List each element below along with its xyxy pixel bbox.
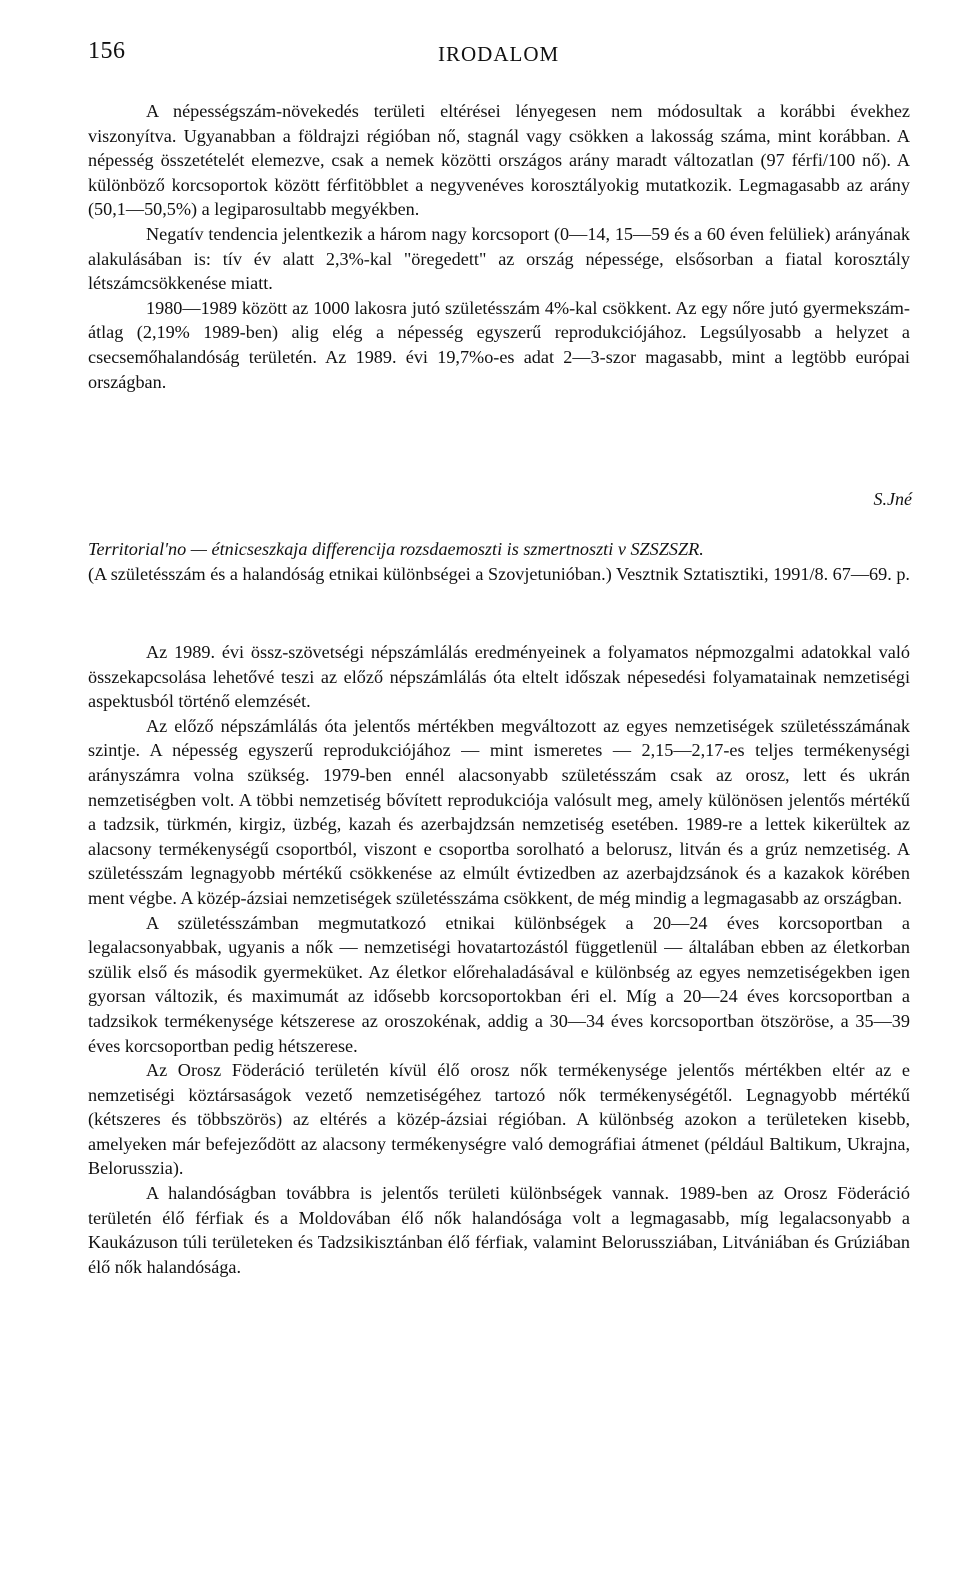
paragraph: Az 1989. évi össz-szövetségi népszámlálás eredményeinek a folyamatos népmozgalmi adatokkal való összekapcsolása lehetővé teszi az előző népszámlálás óta eltelt időszak népesedési folyamatainak nemzetiségi aspektusból történő elemzését.: [88, 642, 910, 712]
paragraph: 1980—1989 között az 1000 lakosra jutó születésszám 4%-kal csökkent. Az egy nőre jutó gyermekszám-átlag (2,19% 1989-ben) alig elég a népesség egyszerű reprodukciójához. Legsúlyosabb a helyzet a csecsemőhalandóság területén. Az 1989. évi 19,7%o-es adat 2—3-szor magasabb, mint a legtöbb európai országban.: [88, 297, 910, 392]
paragraph: A halandóságban továbbra is jelentős területi különbségek vannak. 1989-ben az Orosz Föderáció területén élő férfiak és a Moldovában élő nők halandósága volt a legmagasabb, míg legalacsonyabb a Kaukázuson túli területeken és Tadzsikisztánban élő férfiak, valamint Belorussziában, Litvániában és Grúziában élő nők halandósága.: [88, 1183, 910, 1277]
bibliographic-reference: [88, 537, 910, 586]
paragraph: Az előző népszámlálás óta jelentős mértékben megváltozott az egyes nemzetiségek születésszámának szintje. A népesség egyszerű reprodukciójához — mint ismeretes — 2,15—2,17-es teljes termékenységi arányszámra volna szükség. 1979-ben ennél alacsonyabb születésszám csak az orosz, lett és ukrán nemzetiségben volt. A többi nemzetiség bővített reprodukciója valósult meg, amely különösen jelentős mértékű a tadzsik, türkmén, kirgiz, üzbég, kazah és azerbajdzsán nemzetiség esetében. 1989-re a lettek kikerültek az alacsony termékenységű csoportból, viszont e csoportba sorolható a belorusz, litván és a grúz nemzetiség. A születésszám legnagyobb mértékű csökkenése az elmúlt évtizedben az azerbajdzsánok és a kazakok körében ment végbe. A közép-ázsiai nemzetiségek születésszáma csökkent, de még mindig a legmagasabb az országban.: [88, 715, 910, 908]
paragraph: A népességszám-növekedés területi eltérései lényegesen nem módosultak a korábbi évekhez viszonyítva. Ugyanabban a földrajzi régióban nő, stagnál vagy csökken a lakosság száma, mint korábban. A népesség összetételét elemezve, csak a nemek közötti országos arány maradt változatlan (97 férfi/100 nő). A különböző korcsoportok között férfitöbblet a negyvenéves korosztályokig mutatkozik. Legmagasabb az arány (50,1—50,5%) a legiparosultabb megyékben.: [88, 101, 910, 220]
section-1-body: [88, 99, 910, 394]
reference-translation: (A születésszám és a halandóság etnikai különbségei a Szovjetunióban.) Vesztnik Sztatisztiki, 1991/8. 67—69. p.: [88, 563, 910, 584]
author-signature: S.Jné: [873, 489, 912, 509]
page-number: 156: [88, 38, 126, 64]
paragraph: Negatív tendencia jelentkezik a három nagy korcsoport (0—14, 15—59 és a 60 éven felüliek) arányának alakulásában is: tív év alatt 2,3%-kal "öregedett" az ország népessége, elsősorban a fiatal korosztály létszámcsökkenése miatt.: [88, 223, 910, 294]
paragraph: A születésszámban megmutatkozó etnikai különbségek a 20—24 éves korcsoportban a legalacsonyabbak, ugyanis a nők — nemzetiségi hovatartozástól függetlenül — általában ebben az életkorban szülik első és második gyermeküket. Az életkor előrehaladásával e különbség az egyes nemzetiségekben igen gyorsan változik, és maximumát az idősebb korcsoportokban éri el. Míg a 20—24 éves korcsoportban a tadzsikok termékenysége kétszerese az oroszokénak, addig a 30—34 éves korcsoportban ötszöröse, a 35—39 éves korcsoportban pedig hétszerese.: [88, 912, 910, 1056]
page-header: [88, 38, 872, 74]
paragraph: Az Orosz Föderáció területén kívül élő orosz nők termékenysége jelentős mértékben eltér az e nemzetiségi köztársaságok vezető nemzetiségéhez tartozó nők termékenységétől. Legnagyobb mértékű (kétszeres és többszörös) az eltérés a közép-ázsiai régióban. A különbség azokon a területeken kisebb, amelyeken már befejeződött az alacsony termékenységre való demográfiai átmenet (például Baltikum, Ukrajna, Belorusszia).: [88, 1060, 910, 1179]
reference-title: Territorial'no — étnicseszkaja differencija rozsdaemoszti is szmertnoszti v SZSZSZR.: [88, 539, 704, 559]
running-head: IRODALOM: [438, 42, 560, 66]
section-2-body: [88, 640, 910, 1279]
